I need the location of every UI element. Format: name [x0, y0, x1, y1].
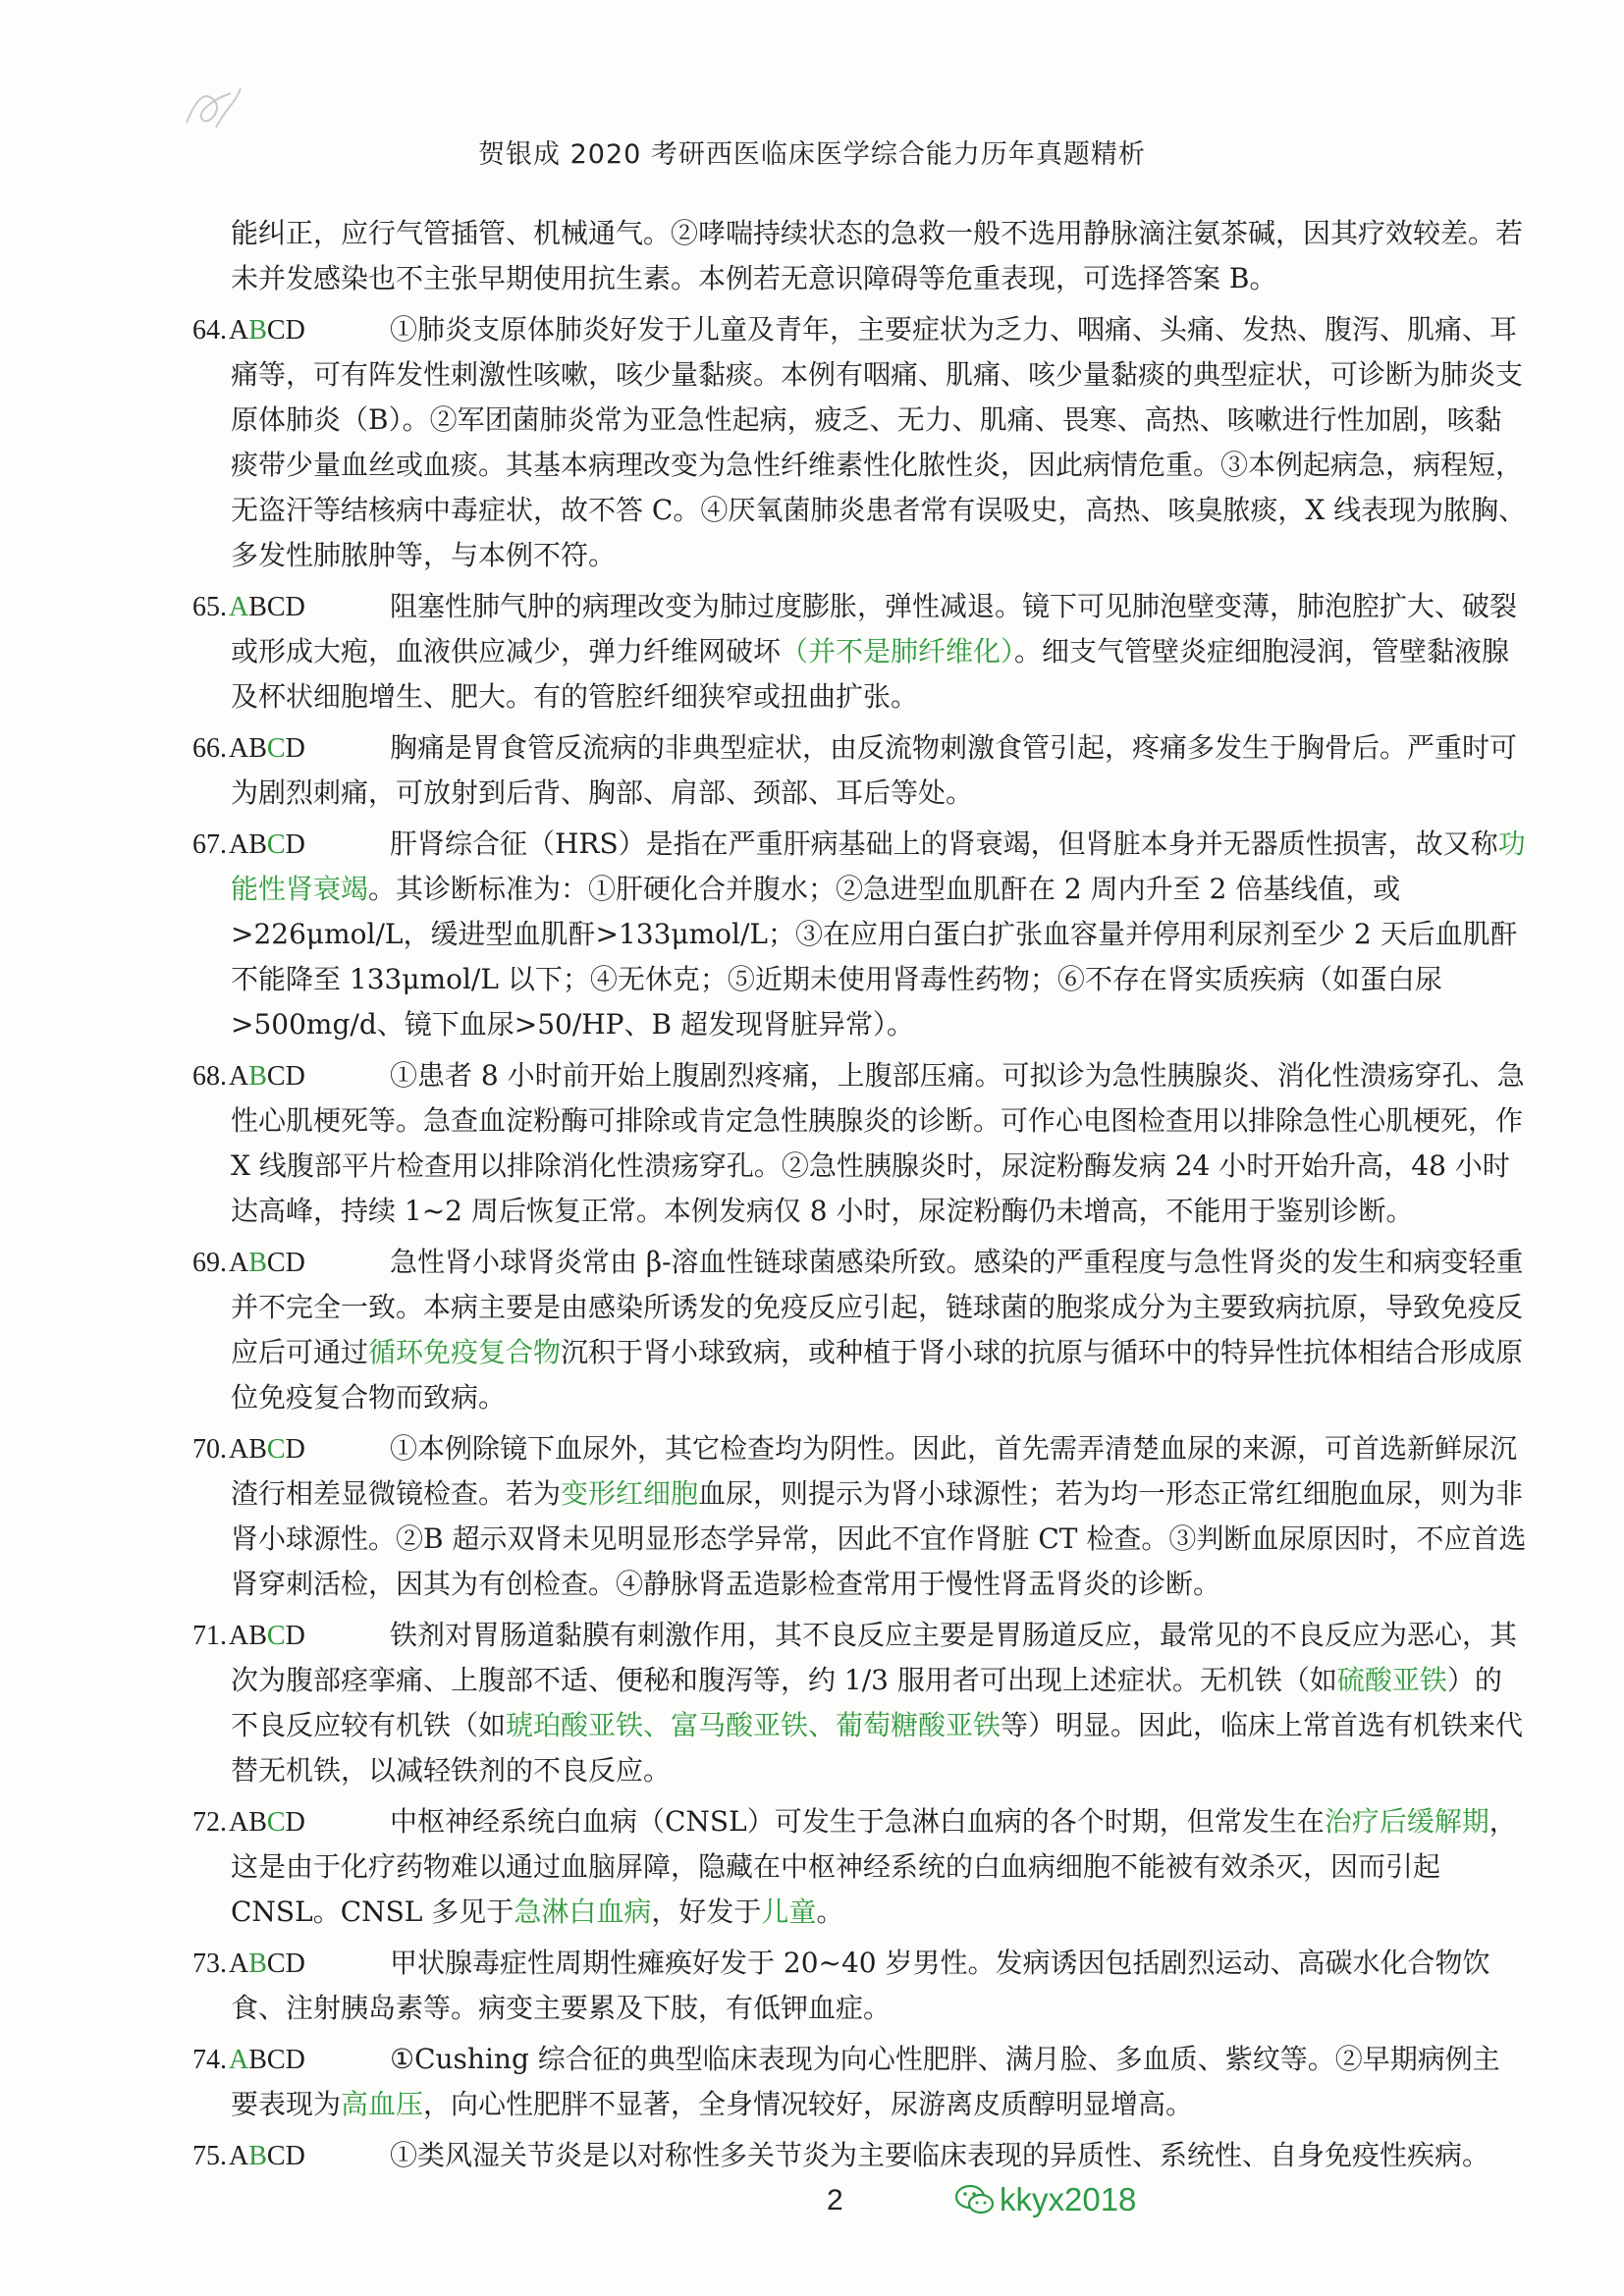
page-number: 2 — [827, 2184, 843, 2216]
highlighted-term: 功能性肾衰竭 — [231, 828, 1526, 905]
correct-option: B — [248, 315, 267, 346]
question-number: 71. — [192, 1621, 227, 1651]
question-item — [180, 1426, 1527, 1607]
explanation-text: ①本例除镜下血尿外，其它检查均为阴性。因此，首先需弄清楚血尿的来源，可首选新鲜尿沉渣行相差显微镜检查。若为 — [231, 1432, 1518, 1510]
question-header — [180, 1941, 331, 1987]
answer-options — [229, 2141, 305, 2171]
question-item — [180, 1053, 1527, 1234]
question-header — [180, 1613, 331, 1659]
option-letter: D — [285, 733, 305, 764]
correct-option: C — [266, 1621, 286, 1651]
highlighted-term: 治疗后缓解期 — [1324, 1805, 1489, 1838]
answer-options — [229, 2045, 305, 2075]
highlighted-term: 循环免疫复合物 — [368, 1336, 562, 1368]
highlighted-term: 儿童 — [761, 1896, 817, 1928]
explanation-text: ①Cushing 综合征的典型临床表现为向心性肥胖、满月脸、多血质、紫纹等。②早期病例主要表现为 — [231, 2043, 1500, 2120]
option-letter: D — [285, 1434, 305, 1465]
explanation-text: 。 — [816, 1896, 844, 1928]
question-number: 68. — [192, 1061, 227, 1092]
option-letter: C — [266, 1061, 286, 1092]
option-letter: B — [248, 2045, 267, 2075]
answer-options — [229, 1949, 305, 1979]
correct-option: B — [248, 2141, 267, 2171]
correct-option: C — [266, 1434, 286, 1465]
option-letter: D — [285, 592, 305, 622]
question-item — [180, 1799, 1527, 1935]
option-letter: D — [285, 2141, 305, 2171]
highlighted-term: 硫酸亚铁 — [1336, 1664, 1447, 1696]
question-item — [180, 725, 1527, 816]
answer-options — [229, 1061, 305, 1092]
option-letter: B — [248, 829, 267, 860]
explanation-text: 血尿，则提示为肾小球源性；若为均一形态正常红细胞血尿，则为非肾小球源性。②B 超示双肾未见明显形态学异常，因此不宜作肾脏 CT 检查。③判断血尿原因时，不应首选肾穿刺活检，因其为有创检查。④静脉肾盂造影检查常用于慢性肾盂肾炎的诊断。 — [231, 1477, 1527, 1600]
question-item — [180, 822, 1527, 1047]
explanation-text: 阻塞性肺气肿的病理改变为肺过度膨胀，弹性减退。镜下可见肺泡壁变薄，肺泡腔扩大、破裂或形成大疱，血液供应减少，弹力纤维网破坏 — [231, 590, 1518, 667]
option-letter: D — [285, 1949, 305, 1979]
option-letter: A — [229, 1949, 249, 1979]
question-number: 64. — [192, 315, 227, 346]
explanation-text: 中枢神经系统白血病（CNSL）可发生于急淋白血病的各个时期，但常发生在 — [390, 1805, 1325, 1838]
explanation-text: ）的不良反应较有机铁（如 — [231, 1664, 1502, 1741]
option-letter: A — [229, 733, 249, 764]
question-header — [180, 584, 331, 630]
option-letter: D — [285, 315, 305, 346]
option-letter: B — [248, 733, 267, 764]
highlighted-term: 急淋白血病 — [514, 1896, 652, 1928]
option-letter: C — [266, 592, 286, 622]
option-letter: A — [229, 1621, 249, 1651]
option-letter: A — [229, 1807, 249, 1838]
option-letter: C — [266, 2141, 286, 2171]
explanation-text: 甲状腺毒症性周期性瘫痪好发于 20~40 岁男性。发病诱因包括剧烈运动、高碳水化合物饮食、注射胰岛素等。病变主要累及下肢，有低钾血症。 — [231, 1947, 1490, 2024]
explanation-text: 沉积于肾小球致病，或种植于肾小球的抗原与循环中的特异性抗体相结合形成原位免疫复合物而致病。 — [231, 1336, 1524, 1414]
question-header — [180, 1053, 331, 1099]
explanation-text: 急性肾小球肾炎常由 β-溶血性链球菌感染所致。感染的严重程度与急性肾炎的发生和病变轻重并不完全一致。本病主要是由感染所诱发的免疫反应引起，链球菌的胞浆成分为主要致病抗原，导致免疫反应后可通过 — [231, 1246, 1524, 1368]
option-letter: D — [285, 829, 305, 860]
question-header — [180, 2037, 331, 2083]
option-letter: B — [248, 592, 267, 622]
option-letter: A — [229, 2141, 249, 2171]
correct-option: C — [266, 733, 286, 764]
option-letter: A — [229, 1248, 249, 1278]
option-letter: A — [229, 829, 249, 860]
option-letter: B — [248, 1434, 267, 1465]
question-header — [180, 1799, 331, 1845]
question-number: 66. — [192, 733, 227, 764]
question-item — [180, 2133, 1527, 2178]
question-header — [180, 822, 331, 868]
running-header: 贺银成 2020 考研西医临床医学综合能力历年真题精析 — [478, 139, 1146, 170]
explanation-text: 肝肾综合征（HRS）是指在严重肝病基础上的肾衰竭，但肾脏本身并无器质性损害，故又称 — [390, 828, 1498, 860]
correct-option: C — [266, 1807, 286, 1838]
explanation-text: ，这是由于化疗药物难以通过血脑屏障，隐藏在中枢神经系统的白血病细胞不能被有效杀灭，因而引起 CNSL。CNSL 多见于 — [231, 1805, 1517, 1928]
option-letter: A — [229, 1434, 249, 1465]
explanation-text: 铁剂对胃肠道黏膜有刺激作用，其不良反应主要是胃肠道反应，最常见的不良反应为恶心，其次为腹部痉挛痛、上腹部不适、便秘和腹泻等，约 1/3 服用者可出现上述症状。无机铁（如 — [231, 1619, 1518, 1696]
highlighted-term: 变形红细胞 — [561, 1477, 699, 1510]
option-letter: C — [266, 2045, 286, 2075]
explanation-text: ①类风湿关节炎是以对称性多关节炎为主要临床表现的异质性、系统性、自身免疫性疾病。 — [390, 2139, 1490, 2171]
question-item — [180, 1941, 1527, 2031]
option-letter: C — [266, 1949, 286, 1979]
correct-option: B — [248, 1949, 267, 1979]
explanation-text: 胸痛是胃食管反流病的非典型症状，由反流物刺激食管引起，疼痛多发生于胸骨后。严重时可为剧烈刺痛，可放射到后背、胸部、肩部、颈部、耳后等处。 — [231, 731, 1518, 809]
watermark-text: kkyx2018 — [1000, 2181, 1137, 2217]
explanation-text: ①肺炎支原体肺炎好发于儿童及青年，主要症状为乏力、咽痛、头痛、发热、腹泻、肌痛、耳痛等，可有阵发性刺激性咳嗽，咳少量黏痰。本例有咽痛、肌痛、咳少量黏痰的典型症状，可诊断为肺炎支原体肺炎（B）。②军团菌肺炎常为亚急性起病，疲乏、无力、肌痛、畏寒、高热、咳嗽进行性加剧，咳黏痰带少量血丝或血痰。其基本病理改变为急性纤维素性化脓性炎，因此病情危重。③本例起病急，病程短，无盗汗等结核病中毒症状，故不答 C。④厌氧菌肺炎患者常有误吸史，高热、咳臭脓痰，X 线表现为脓胸、多发性肺脓肿等，与本例不符。 — [231, 313, 1527, 571]
answer-explanations — [180, 211, 1527, 2184]
correct-option: B — [248, 1061, 267, 1092]
question-number: 74. — [192, 2045, 227, 2075]
answer-options — [229, 1807, 305, 1838]
correct-option: A — [229, 2045, 249, 2075]
explanation-text: 等）明显。因此，临床上常首选有机铁来代替无机铁，以减轻铁剂的不良反应。 — [231, 1709, 1524, 1787]
highlighted-term: 高血压 — [341, 2088, 424, 2120]
continued-paragraph — [180, 211, 1527, 301]
answer-options — [229, 1621, 305, 1651]
option-letter: D — [285, 1061, 305, 1092]
option-letter: B — [248, 1621, 267, 1651]
option-letter: A — [229, 315, 249, 346]
answer-options — [229, 829, 305, 860]
question-header — [180, 1240, 331, 1286]
question-item — [180, 1613, 1527, 1793]
option-letter: A — [229, 1061, 249, 1092]
question-number: 65. — [192, 592, 227, 622]
explanation-text: 。其诊断标准为：①肝硬化合并腹水；②急进型血肌酐在 2 周内升至 2 倍基线值，或>226μmol/L，缓进型血肌酐>133μmol/L；③在应用白蛋白扩张血容量并停用利尿剂至少 2 天后血肌酐不能降至 133μmol/L 以下；④无休克；⑤近期未使用肾毒性药物；⑥不存在肾实质疾病（如蛋白尿>500mg/d、镜下血尿>50/HP、B 超发现肾脏异常）。 — [231, 873, 1518, 1041]
wechat-icon — [954, 2183, 996, 2216]
answer-options — [229, 1434, 305, 1465]
correct-option: A — [229, 592, 249, 622]
option-letter: C — [266, 315, 286, 346]
question-header — [180, 1426, 331, 1472]
option-letter: C — [266, 1248, 286, 1278]
question-item — [180, 307, 1527, 578]
option-letter: D — [285, 1621, 305, 1651]
explanation-text: ①患者 8 小时前开始上腹剧烈疼痛，上腹部压痛。可拟诊为急性胰腺炎、消化性溃疡穿孔、急性心肌梗死等。急查血淀粉酶可排除或肯定急性胰腺炎的诊断。可作心电图检查用以排除急性心肌梗死，作 X 线腹部平片检查用以排除消化性溃疡穿孔。②急性胰腺炎时，尿淀粉酶发病 24 小时开始升高，48 小时达高峰，持续 1~2 周后恢复正常。本例发病仅 8 小时，尿淀粉酶仍未增高，不能用于鉴别诊断。 — [231, 1059, 1525, 1227]
highlighted-term: 琥珀酸亚铁、富马酸亚铁、葡萄糖酸亚铁 — [506, 1709, 1001, 1741]
option-letter: D — [285, 1248, 305, 1278]
paragraph-text: 能纠正，应行气管插管、机械通气。②哮喘持续状态的急救一般不选用静脉滴注氨茶碱，因其疗效较差。若未并发感染也不主张早期使用抗生素。本例若无意识障碍等危重表现，可选择答案 B。 — [231, 217, 1524, 294]
answer-options — [229, 1248, 305, 1278]
option-letter: B — [248, 1807, 267, 1838]
question-item — [180, 1240, 1527, 1420]
question-list — [180, 307, 1527, 2178]
explanation-text: ，向心性肥胖不显著，全身情况较好，尿游离皮质醇明显增高。 — [423, 2088, 1194, 2120]
explanation-text: 。细支气管壁炎症细胞浸润，管壁黏液腺及杯状细胞增生、肥大。有的管腔纤细狭窄或扭曲扩张。 — [231, 635, 1510, 713]
question-number: 75. — [192, 2141, 227, 2171]
explanation-text: ，好发于 — [651, 1896, 762, 1928]
question-number: 73. — [192, 1949, 227, 1979]
question-header — [180, 2133, 331, 2179]
question-number: 72. — [192, 1807, 227, 1838]
watermark — [954, 2181, 1136, 2218]
option-letter: D — [285, 1807, 305, 1838]
question-number: 67. — [192, 829, 227, 860]
answer-options — [229, 315, 305, 346]
question-number: 69. — [192, 1248, 227, 1278]
highlighted-term: （并不是肺纤维化） — [781, 635, 1015, 667]
answer-options — [229, 592, 305, 622]
question-item — [180, 584, 1527, 720]
correct-option: B — [248, 1248, 267, 1278]
answer-options — [229, 733, 305, 764]
correct-option: C — [266, 829, 286, 860]
question-header — [180, 307, 331, 353]
question-header — [180, 725, 331, 772]
option-letter: D — [285, 2045, 305, 2075]
question-number: 70. — [192, 1434, 227, 1465]
question-item — [180, 2037, 1527, 2127]
